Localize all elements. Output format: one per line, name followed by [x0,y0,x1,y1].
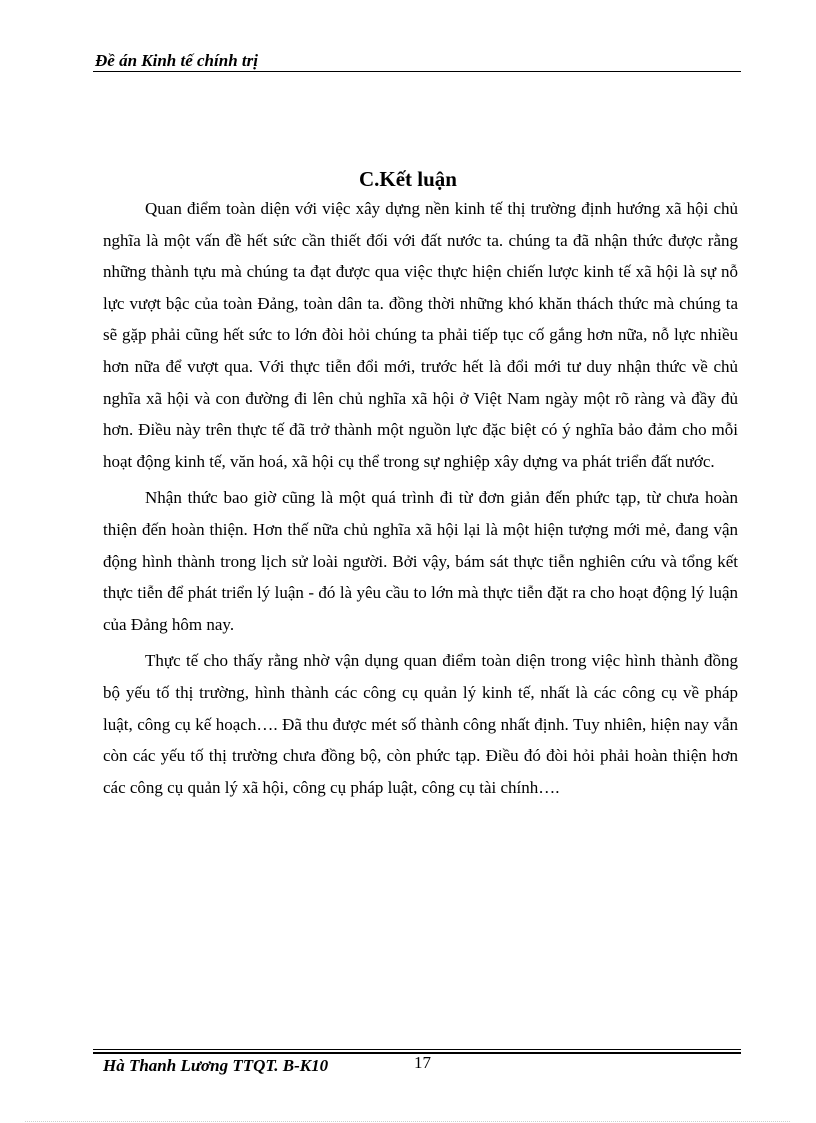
paragraph-3: Thực tế cho thấy rằng nhờ vận dụng quan điểm toàn diện trong việc hình thành đồng bộ yếu tố thị trường, hình thành các công cụ quản lý kinh tế, nhất là các công cụ về pháp luật, công cụ kế hoạch…. Đã thu được mét số thành công nhất định. Tuy nhiên, hiện nay vẫn còn các yếu tố thị trường chưa đồng bộ, còn phức tạp. Điều đó đòi hỏi phải hoàn thiện hơn các công cụ quản lý xã hội, công cụ pháp luật, công cụ tài chính…. [103,651,738,797]
page-bottom-border [25,1121,790,1122]
header-divider [93,71,741,72]
body-text [103,193,738,808]
section-heading: C.Kết luận [358,167,457,191]
paragraph-1: Quan điểm toàn diện với việc xây dựng nền kinh tế thị trường định hướng xã hội chủ nghĩa là một vấn đề hết sức cần thiết đối với đất nước ta. chúng ta đã nhận thức được rằng những thành tựu mà chúng ta đạt được qua việc thực hiện chiến lược kinh tế xã hội là sự nỗ lực vượt bậc của toàn Đảng, toàn dân ta. đồng thời những khó khăn thách thức mà chúng ta sẽ gặp phải cũng hết sức to lớn đòi hỏi chúng ta phải tiếp tục cố gắng hơn nữa, nỗ lực nhiều hơn nữa để vượt qua. Với thực tiễn đổi mới, trước hết là đổi mới tư duy nhận thức về chủ nghĩa xã hội và con đường đi lên chủ nghĩa xã hội ở Việt Nam ngày một rõ ràng và đầy đủ hơn. Điều này trên thực tế đã trở thành một nguồn lực đặc biệt có ý nghĩa bảo đảm cho mỗi hoạt động kinh tế, văn hoá, xã hội cụ thể trong sự nghiệp xây dựng va phát triển đất nước. [103,199,738,471]
page-header-title: Đề án Kinh tế chính trị [95,51,258,70]
footer-divider-thin [93,1049,741,1050]
page-number: 17 [414,1053,431,1072]
paragraph-2: Nhận thức bao giờ cũng là một quá trình đi từ đơn giản đến phức tạp, từ chưa hoàn thiện đến hoàn thiện. Hơn thế nữa chủ nghĩa xã hội lại là một hiện tượng mới mẻ, đang vận động hình thành trong lịch sử loài người. Bởi vậy, bám sát thực tiễn nghiên cứu và tổng kết thực tiễn để phát triển lý luận - đó là yêu cầu to lớn mà thực tiễn đặt ra cho hoạt động lý luận của Đảng hôm nay. [103,488,738,634]
footer-author: Hà Thanh Lương TTQT. B-K10 [103,1056,329,1075]
